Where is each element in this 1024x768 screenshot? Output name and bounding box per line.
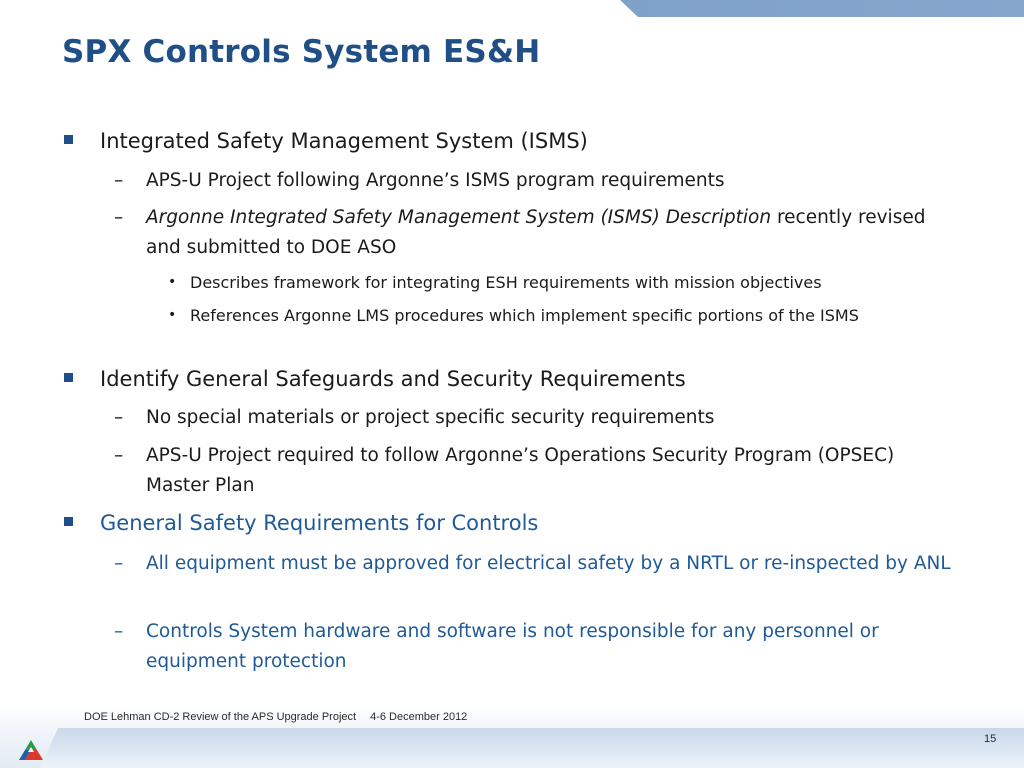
dash-bullet-icon: – xyxy=(114,170,124,191)
sub-bullet-electrical-safety xyxy=(114,549,956,579)
bullet-safeguards-security xyxy=(100,367,686,391)
footer-event: DOE Lehman CD-2 Review of the APS Upgrade Project xyxy=(84,711,357,723)
sub-bullet-aps-u-isms xyxy=(114,166,956,196)
dot-bullet-icon: • xyxy=(168,274,177,290)
sub-sub-bullet-text: Describes framework for integrating ESH requirements with mission objectives xyxy=(190,273,822,292)
footer-decoration-band xyxy=(40,728,1024,768)
bullet-text: Integrated Safety Management System (ISMS) xyxy=(100,129,588,153)
header-decoration-band xyxy=(620,0,1024,17)
sub-bullet-no-special-materials xyxy=(114,403,956,433)
bullet-general-safety xyxy=(100,511,538,535)
sub-bullet-text: APS-U Project following Argonne’s ISMS program requirements xyxy=(146,170,725,191)
dash-bullet-icon: – xyxy=(114,553,124,574)
sub-sub-bullet-text: References Argonne LMS procedures which implement specific portions of the ISMS xyxy=(190,306,859,325)
sub-bullet-text: APS-U Project required to follow Argonne’s Operations Security Program (OPSEC) Master Plan xyxy=(146,445,895,496)
sub-bullet-text: All equipment must be approved for electrical safety by a NRTL or re-inspected by ANL xyxy=(146,553,951,574)
square-bullet-icon xyxy=(64,373,73,382)
bullet-text: General Safety Requirements for Controls xyxy=(100,511,539,535)
sub-sub-bullet-framework xyxy=(168,269,950,296)
sub-bullet-isms-description xyxy=(114,203,956,263)
argonne-logo-icon xyxy=(18,739,44,761)
sub-bullet-text: No special materials or project specific security requirements xyxy=(146,407,715,428)
dash-bullet-icon: – xyxy=(114,207,124,228)
dash-bullet-icon: – xyxy=(114,621,124,642)
dash-bullet-icon: – xyxy=(114,407,124,428)
dash-bullet-icon: – xyxy=(114,445,124,466)
square-bullet-icon xyxy=(64,135,73,144)
dot-bullet-icon: • xyxy=(168,307,177,323)
bullet-text: Identify General Safeguards and Security Requirements xyxy=(100,367,686,391)
sub-bullet-text: recently revised and submitted to DOE ASO xyxy=(146,207,926,258)
square-bullet-icon xyxy=(64,517,73,526)
slide-title: SPX Controls System ES&H xyxy=(62,34,541,70)
sub-bullet-opsec xyxy=(114,441,956,501)
footer-date: 4-6 December 2012 xyxy=(370,711,468,723)
sub-bullet-text: Controls System hardware and software is not responsible for any personnel or equipment protection xyxy=(146,621,879,672)
sub-sub-bullet-lms-procedures xyxy=(168,302,950,329)
page-number: 15 xyxy=(984,733,997,745)
document-title-italic: Argonne Integrated Safety Management System (ISMS) Description xyxy=(146,207,772,228)
footer-caption xyxy=(84,711,481,723)
sub-bullet-personnel-protection xyxy=(114,617,956,677)
bullet-isms xyxy=(100,129,588,153)
